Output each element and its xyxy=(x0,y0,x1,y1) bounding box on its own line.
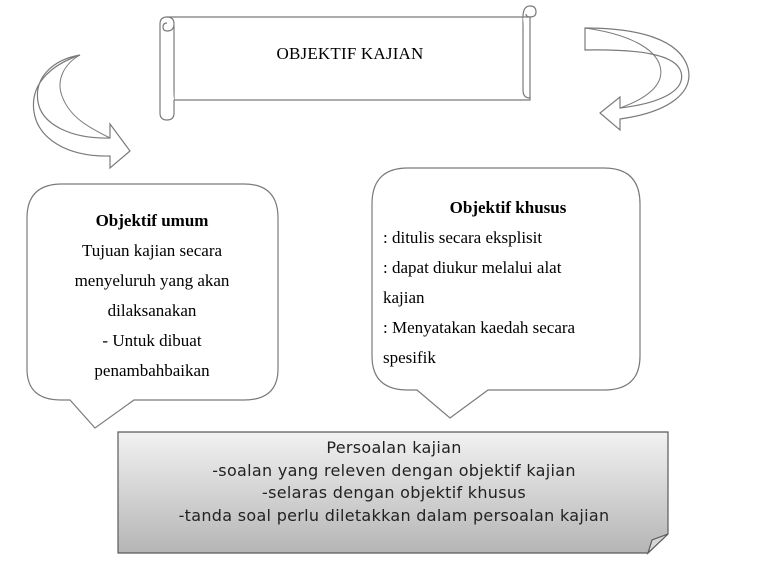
curved-arrow-left-icon xyxy=(33,55,130,168)
objective-title: OBJEKTIF KAJIAN xyxy=(276,44,424,63)
specific-objective-line: kajian xyxy=(383,288,425,307)
specific-objective-text xyxy=(383,193,633,373)
general-objective-line: penambahbaikan xyxy=(94,361,210,380)
specific-objective-line: : dapat diukur melalui alat xyxy=(383,258,562,277)
problem-statement-line: -tanda soal perlu diletakkan dalam persoalan kajian xyxy=(178,505,610,525)
general-objective-line: dilaksanakan xyxy=(107,301,197,320)
problem-statement-heading: Persoalan kajian xyxy=(326,438,462,457)
general-objective-text xyxy=(40,206,264,386)
specific-objective-line: spesifik xyxy=(383,348,436,367)
general-objective-line: - Untuk dibuat xyxy=(102,331,202,350)
problem-statement-line: -selaras dengan objektif khusus xyxy=(262,483,526,502)
problem-statement-line: -soalan yang releven dengan objektif kajian xyxy=(212,460,576,480)
problem-statement-text xyxy=(120,437,668,527)
specific-objective-heading: Objektif khusus xyxy=(449,198,567,217)
specific-objective-line: : Menyatakan kaedah secara xyxy=(383,318,576,337)
curved-arrow-right-icon xyxy=(585,28,689,130)
general-objective-line: Tujuan kajian secara xyxy=(81,241,223,260)
specific-objective-line: : ditulis secara eksplisit xyxy=(383,228,543,247)
general-objective-heading: Objektif umum xyxy=(95,211,209,230)
general-objective-line: menyeluruh yang akan xyxy=(74,271,230,290)
